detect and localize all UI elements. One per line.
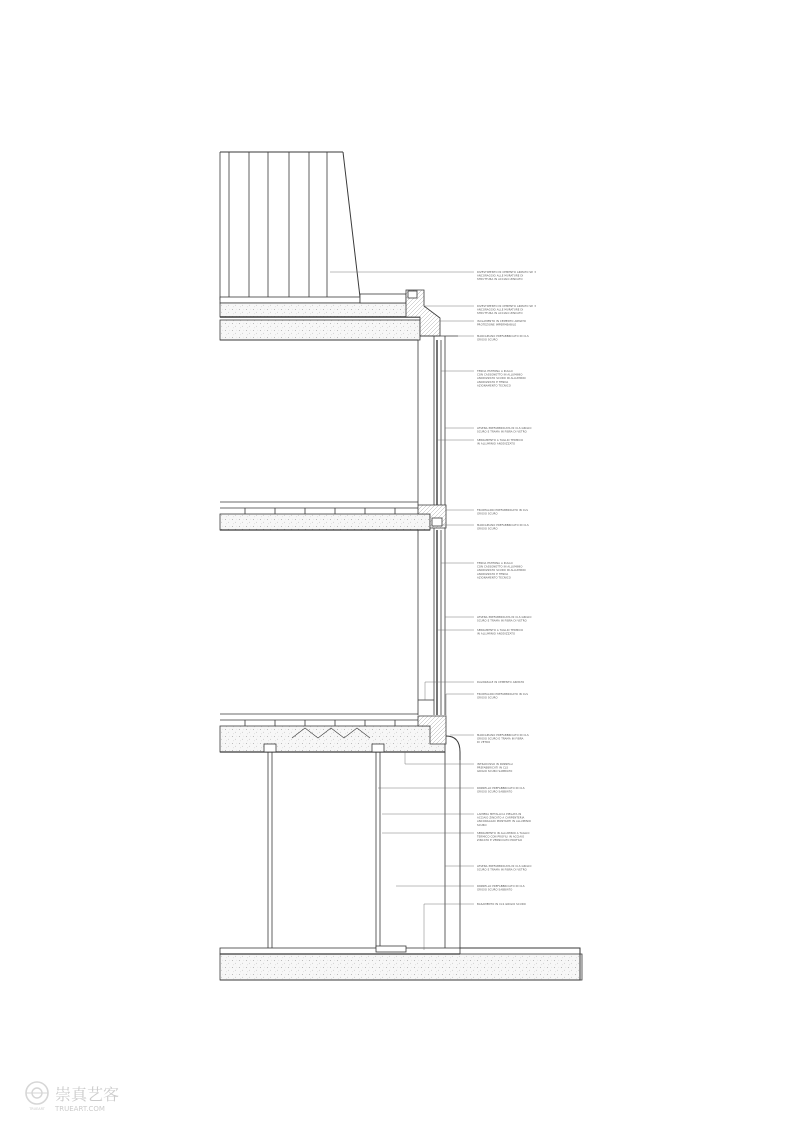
annotation-line: IN ALLUMINIO ANODIZZATO [477, 632, 516, 636]
annotation-line: ANCORAGGIO ALLE MURATURE DI [477, 274, 524, 278]
annotation-line: ZINCATO E VERNICIATO PROFILO [477, 839, 523, 843]
annotation-line: GRIGIO SCURO SABBIATO [477, 888, 513, 892]
annotations [477, 270, 536, 906]
roof-slab [220, 290, 458, 340]
annotation-a13 [477, 680, 524, 684]
annotation-line: LESENA PREFABBRICATA IN CLS GRIGIO [477, 865, 532, 868]
annotation-line: MARCAPIANO PREFABBRICATO IN CLS [477, 734, 529, 737]
annotation-line: ANODIZZATO E TENDA [477, 572, 509, 576]
annotation-a9 [477, 523, 529, 531]
annotation-a21 [477, 884, 525, 892]
annotation-line: DI VETRO [477, 741, 491, 745]
annotation-line: PROTEZIONE IMPERMEABILE [477, 323, 517, 327]
annotation-a8 [477, 508, 528, 516]
annotation-line: GRIGIO SCURO E TRAMA IN FIBRA [477, 737, 524, 741]
annotation-line: AZIONAMENTO TECNICO [477, 576, 511, 580]
annotation-line: SERRAMENTO A TAGLIO TERMICO [477, 629, 524, 632]
annotation-line: LESENA PREFABBRICATA IN CLS GRIGIO [477, 427, 532, 430]
annotation-a2 [477, 304, 536, 315]
roof-railing [220, 152, 360, 300]
leader-line-a14 [446, 694, 474, 720]
annotation-line: PANNELLO PREFABBRICATO IN CLS [477, 885, 525, 888]
annotation-a15 [477, 733, 529, 744]
watermark-text: 崇真艺客 [55, 1085, 120, 1104]
annotation-line: LAMIERA METALLICA PIEGATA IN [477, 813, 522, 816]
annotation-a20 [477, 864, 531, 872]
annotation-a5 [477, 369, 526, 387]
annotation-line: SCURO E TRAMA IN FIBRA DI VETRO [477, 430, 527, 434]
annotation-line: ANODIZZATO SCURO IN ALLUMINIO [477, 569, 526, 573]
annotation-line: TENDA ESTERNA A RULLO [477, 562, 513, 565]
annotation-line: SCURO E TRAMA IN FIBRA DI VETRO [477, 619, 527, 623]
annotation-line: ACCIAIO ZINCATO A CARPENTERIA [477, 816, 525, 820]
intermediate-slab-2 [220, 714, 460, 760]
annotation-line: FRONTALINO PREFABBRICATO IN CLS [477, 509, 528, 512]
annotation-line: CON CASSONETTO IN ALLUMINIO [477, 565, 523, 569]
leader-line-a22 [424, 904, 474, 950]
annotation-line: ANCORAGGIO ALLE MURATURE DI [477, 308, 524, 312]
annotation-line: GRIGIO SCURO [477, 696, 498, 700]
annotation-line: RIVESTIMENTO IN CEMENTO ARMATO SP. 3 [477, 305, 537, 308]
annotation-a18 [477, 812, 531, 827]
annotation-line: MARCAPIANO PREFABBRICATO IN CLS [477, 335, 529, 338]
annotation-a14 [477, 692, 528, 700]
annotation-line: STRUTTURA IN ACCIAIO ZINCATO [477, 312, 523, 316]
annotation-line: SERRAMENTO A TAGLIO TERMICO [477, 439, 524, 442]
annotation-line: INTRADOSSO IN PANNELLI [477, 763, 514, 766]
annotation-line: STRUTTURA IN ACCIAIO ZINCATO [477, 278, 523, 282]
annotation-a22 [477, 902, 526, 906]
annotation-line: SCURO [477, 823, 487, 827]
annotation-line: GRIGIO SCURO SABBIATO [477, 790, 513, 794]
watermark-subtext: TRUEART.COM [55, 1105, 105, 1113]
annotation-a12 [477, 628, 523, 636]
annotation-line: TENDA ESTERNA A RULLO [477, 370, 513, 373]
middle-facade [418, 528, 445, 715]
annotation-a10 [477, 561, 526, 579]
annotation-line: TERMICO CON PROFILI IN ACCIAIO [477, 835, 525, 839]
annotation-line: GRIGIO SCURO [477, 338, 498, 342]
intermediate-slab-1 [220, 502, 446, 530]
annotation-line: IN ALLUMINIO ANODIZZATO [477, 442, 516, 446]
upper-facade [418, 336, 445, 505]
annotation-line: ANODIZZATO E TENDA [477, 380, 509, 384]
annotation-line: ISOLAMENTO IN CEMENTO ARMATO [477, 320, 527, 323]
annotation-leaders [330, 272, 474, 950]
annotation-line: ANODIZZATO SCURO IN ALLUMINIO [477, 377, 526, 381]
annotation-line: GRIGIO SCURO [477, 512, 498, 516]
annotation-a3 [477, 319, 526, 327]
annotation-a1 [477, 270, 536, 281]
annotation-a17 [477, 786, 525, 794]
annotation-a19 [477, 831, 530, 842]
annotation-line: MARCAPIANO PREFABBRICATO IN CLS [477, 524, 529, 527]
annotation-line: FRONTALINO PREFABBRICATO IN CLS [477, 693, 528, 696]
annotation-a6 [477, 426, 531, 434]
annotation-line: GRIGIO SCURO SABBIATO [477, 770, 513, 774]
watermark [26, 1082, 119, 1113]
annotation-line: AZIONAMENTO TECNICO [477, 384, 511, 388]
annotation-line: DAVANZALE IN CEMENTO ARMATO [477, 681, 525, 684]
ground-floor [220, 744, 582, 980]
annotation-line: GRIGIO SCURO [477, 527, 498, 531]
watermark-logo-text: TRUEART [29, 1107, 45, 1111]
annotation-a11 [477, 615, 531, 623]
annotation-a7 [477, 438, 523, 446]
annotation-line: LESENA PREFABBRICATA IN CLS GRIGIO [477, 616, 532, 619]
annotation-line: ANCORAGGIO MONTANTI IN ALLUMINIO [477, 820, 532, 824]
leader-line-a13 [425, 682, 474, 700]
annotation-a16 [477, 762, 513, 773]
trueart-logo-icon [26, 1082, 48, 1111]
annotation-line: SCURO E TRAMA IN FIBRA DI VETRO [477, 868, 527, 872]
annotation-a4 [477, 334, 529, 342]
annotation-line: RIVESTIMENTO IN CEMENTO ARMATO SP. 3 [477, 271, 537, 274]
annotation-line: BASAMENTO IN CLS GRIGIO SCURO [477, 903, 526, 906]
annotation-line: SERRAMENTO IN ALLUMINIO A TAGLIO [477, 832, 530, 835]
annotation-line: CON CASSONETTO IN ALLUMINIO [477, 373, 523, 377]
annotation-line: PREFABBRICATI IN CLS [477, 766, 509, 770]
annotation-line: PANNELLO PREFABBRICATO IN CLS [477, 787, 525, 790]
leader-line-a16 [405, 752, 474, 764]
